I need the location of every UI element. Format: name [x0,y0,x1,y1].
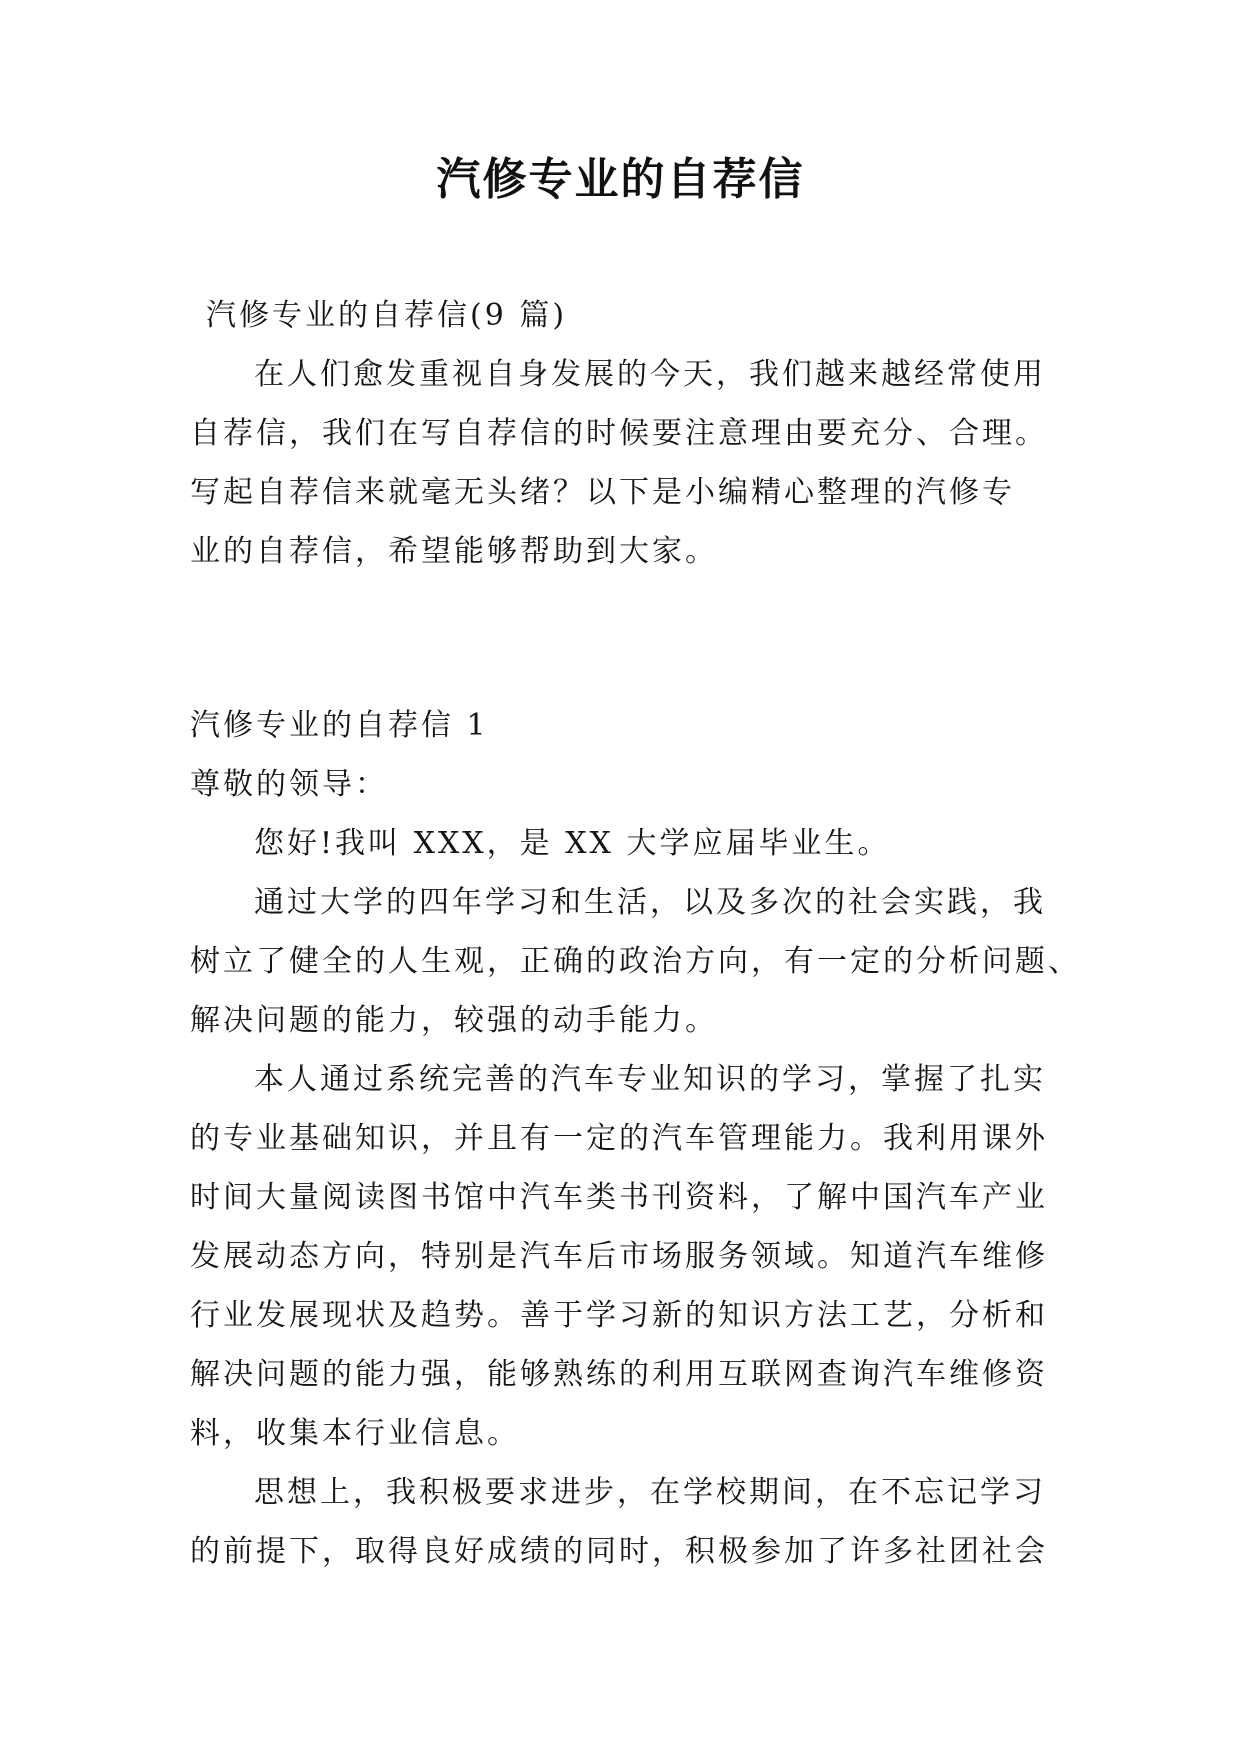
paragraph-line: 思想上，我积极要求进步，在学校期间，在不忘记学习 [254,1475,1046,1510]
letter-salutation: 尊敬的领导： [190,767,388,802]
paragraph-line: 本人通过系统完善的汽车专业知识的学习，掌握了扎实 [254,1062,1046,1097]
paragraph-line: 料，收集本行业信息。 [190,1416,520,1451]
letter-greeting: 您好!我叫 XXX，是 XX 大学应届毕业生。 [254,826,891,861]
letter-heading: 汽修专业的自荐信 1 [190,708,489,743]
intro-section [190,286,1070,581]
intro-line: 写起自荐信来就毫无头绪？以下是小编精心整理的汽修专 [190,475,1015,510]
paragraph-line: 解决问题的能力，较强的动手能力。 [190,1003,718,1038]
paragraph-line: 的专业基础知识，并且有一定的汽车管理能力。我利用课外 [190,1121,1048,1156]
document-title: 汽修专业的自荐信 [436,154,805,205]
paragraph-line: 通过大学的四年学习和生活，以及多次的社会实践，我 [254,885,1046,920]
intro-line: 在人们愈发重视自身发展的今天，我们越来越经常使用 [254,357,1046,392]
document-subtitle: 汽修专业的自荐信(9 篇) [206,298,568,333]
paragraph-line: 发展动态方向，特别是汽车后市场服务领域。知道汽车维修 [190,1239,1048,1274]
paragraph-line: 的前提下，取得良好成绩的同时，积极参加了许多社团社会 [190,1534,1048,1569]
paragraph-line: 解决问题的能力强，能够熟练的利用互联网查询汽车维修资 [190,1357,1048,1392]
intro-line: 业的自荐信，希望能够帮助到大家。 [190,534,718,569]
letter-section [190,696,1081,1581]
intro-line: 自荐信，我们在写自荐信的时候要注意理由要充分、合理。 [190,416,1048,451]
paragraph-line: 时间大量阅读图书馆中汽车类书刊资料，了解中国汽车产业 [190,1180,1048,1215]
paragraph-line: 行业发展现状及趋势。善于学习新的知识方法工艺，分析和 [190,1298,1048,1333]
paragraph-line: 树立了健全的人生观，正确的政治方向，有一定的分析问题、 [190,944,1081,979]
